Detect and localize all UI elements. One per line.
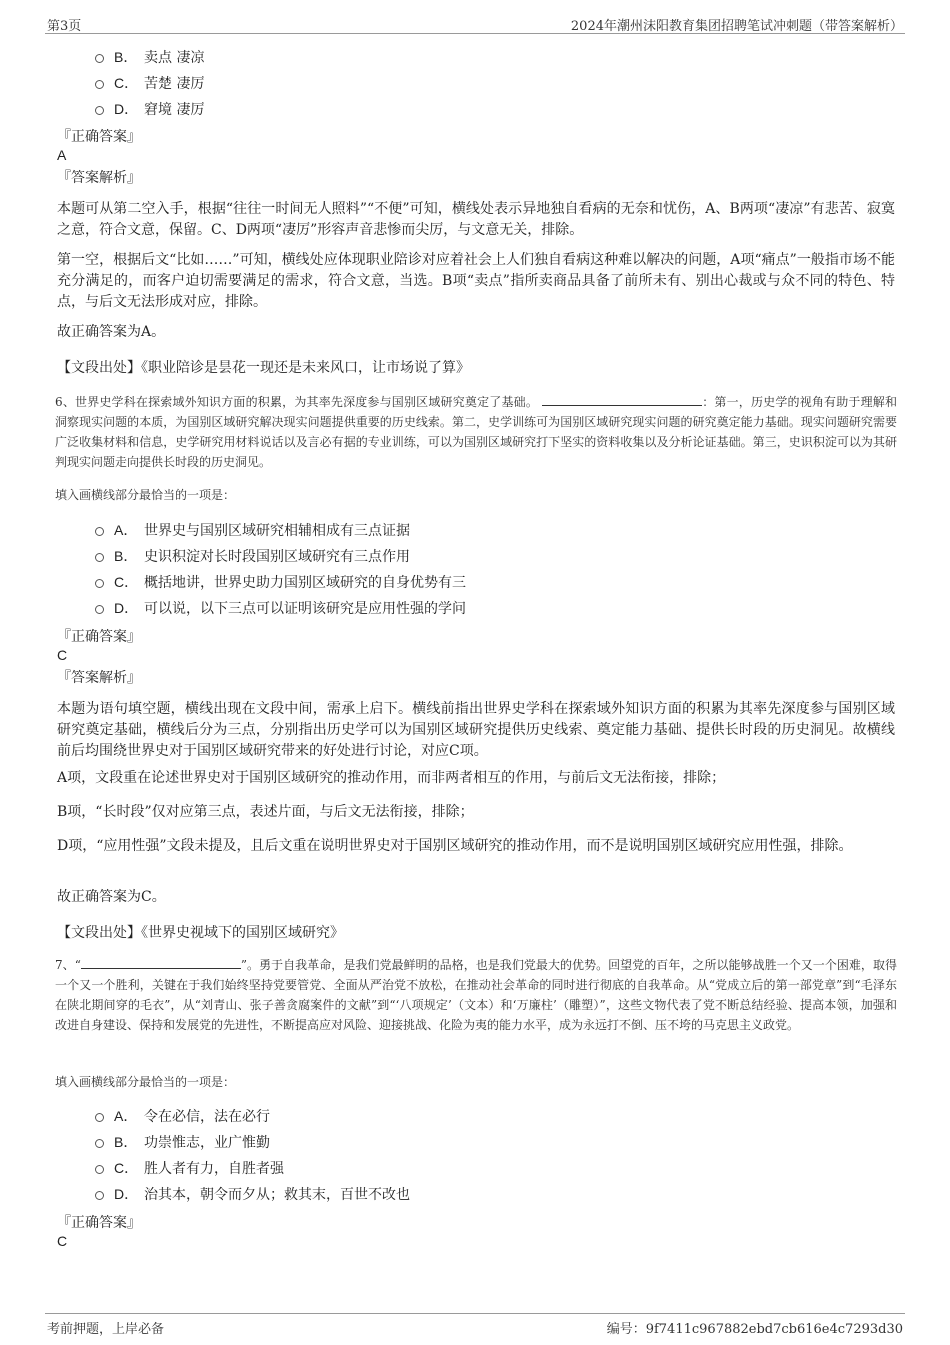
document-code: 编号：9f7411c967882ebd7cb616e4c7293d30 — [606, 1322, 903, 1337]
q6-option-c[interactable] — [95, 571, 466, 593]
q7-option-b[interactable] — [95, 1131, 270, 1153]
q6-prompt: 填入画横线部分最恰当的一项是： — [55, 488, 236, 502]
q6-option-b[interactable] — [95, 545, 410, 567]
option-text: 可以说，以下三点可以证明该研究是应用性强的学问 — [144, 601, 466, 617]
option-letter: B． — [114, 1134, 138, 1150]
radio-button-icon[interactable] — [95, 579, 104, 588]
option-text: 概括地讲，世界史助力国别区域研究的自身优势有三 — [144, 575, 466, 591]
q6-analysis-paragraph: B项，“长时段”仅对应第三点，表述片面，与后文无法衔接，排除； — [57, 804, 474, 820]
radio-button-icon[interactable] — [95, 1113, 104, 1122]
q5-answer-label: 『正确答案』 — [57, 129, 141, 145]
radio-button-icon[interactable] — [95, 1191, 104, 1200]
q6-option-d[interactable] — [95, 597, 466, 619]
page-number: 第3页 — [47, 19, 82, 34]
q6-stem-after: ：第一，历史学的视角有助于理解和洞察现实问题的本质，为国别区域研究解决现实问题提供重要的历史线索。第二，史学训练可为国别区域研究现实问题的研究奠定能力基础。现实问题研究需要广泛收集材料和信息，史学研究用材料说话以及言必有据的专业训练，可以为国别区域研究打下坚实的资料收集以及分析论证基础。第三，史识积淀可以为其研判现实问题走向提供长时段的历史洞见。 — [55, 395, 897, 469]
radio-button-icon[interactable] — [95, 527, 104, 536]
option-letter: C． — [114, 574, 139, 590]
q6-analysis-paragraph: A项，文段重在论述世界史对于国别区域研究的推动作用，而非两者相互的作用，与前后文无法衔接，排除； — [57, 770, 726, 786]
option-text: 功崇惟志，业广惟勤 — [144, 1135, 270, 1151]
q6-stem-before: 6、世界史学科在探索域外知识方面的积累，为其率先深度参与国别区域研究奠定了基础。 — [55, 395, 539, 409]
q6-option-a[interactable] — [95, 519, 410, 541]
radio-button-icon[interactable] — [95, 54, 104, 63]
q5-source: 【文段出处】《职业陪诊是昙花一现还是未来风口，让市场说了算》 — [57, 360, 470, 376]
option-text: 世界史与国别区域研究相辅相成有三点证据 — [144, 523, 410, 539]
q7-answer-label: 『正确答案』 — [57, 1215, 141, 1231]
radio-button-icon[interactable] — [95, 80, 104, 89]
page-header — [45, 13, 905, 34]
radio-button-icon[interactable] — [95, 605, 104, 614]
q7-prompt: 填入画横线部分最恰当的一项是： — [55, 1075, 236, 1089]
option-text: 卖点 凄凉 — [144, 50, 205, 66]
option-letter: D． — [114, 101, 139, 117]
q6-source: 【文段出处】《世界史视域下的国别区域研究》 — [57, 925, 344, 941]
q7-stem-before: 7、“ — [55, 958, 81, 972]
document-title: 2024年潮州沫阳教育集团招聘笔试冲刺题（带答案解析） — [570, 19, 903, 34]
q5-analysis-paragraph: 第一空，根据后文“比如……”可知，横线处应体现职业陪诊对应着社会上人们独自看病这种难以解决的问题，A项“痛点”一般指市场不能充分满足的，而客户迫切需要满足的需求，符合文意，当选。B项“卖点”指所卖商品具备了前所未有、别出心裁或与众不同的特色、特点，与后文无法形成对应，排除。 — [57, 252, 895, 310]
q6-analysis-paragraph: 本题为语句填空题，横线出现在文段中间，需承上启下。横线前指出世界史学科在探索域外知识方面的积累为其率先深度参与国别区域研究奠定基础，横线后分为三点，分别指出历史学可以为国别区域研究提供历史线索、奠定能力基础、提供长时段的历史洞见。故横线前后均围绕世界史对于国别区域研究带来的好处进行讨论，对应C项。 — [57, 701, 895, 759]
footer-slogan: 考前押题，上岸必备 — [47, 1322, 165, 1337]
q7-option-a[interactable] — [95, 1105, 270, 1127]
option-letter: C． — [114, 1160, 139, 1176]
q5-option-d[interactable] — [95, 98, 204, 120]
option-text: 令在必信，法在必行 — [144, 1109, 270, 1125]
q5-analysis-label: 『答案解析』 — [57, 170, 141, 186]
radio-button-icon[interactable] — [95, 106, 104, 115]
page-footer — [45, 1313, 905, 1336]
q7-option-d[interactable] — [95, 1183, 410, 1205]
option-letter: D． — [114, 1186, 139, 1202]
q7-answer: C — [57, 1233, 68, 1249]
q5-conclusion: 故正确答案为A。 — [57, 324, 166, 340]
fill-blank — [81, 956, 241, 969]
radio-button-icon[interactable] — [95, 1139, 104, 1148]
q5-option-c[interactable] — [95, 72, 204, 94]
q6-analysis-label: 『答案解析』 — [57, 670, 141, 686]
option-text: 窘境 凄厉 — [144, 102, 205, 118]
option-letter: B． — [114, 548, 138, 564]
q6-answer-label: 『正确答案』 — [57, 629, 141, 645]
q5-option-b[interactable] — [95, 46, 204, 68]
fill-blank — [542, 393, 702, 406]
option-text: 苦楚 凄厉 — [144, 76, 205, 92]
q6-conclusion: 故正确答案为C。 — [57, 889, 166, 905]
q6-answer: C — [57, 647, 68, 663]
q5-answer: A — [57, 147, 67, 163]
q7-stem — [55, 955, 897, 1035]
option-letter: B． — [114, 49, 138, 65]
q6-analysis-paragraph: D项，“应用性强”文段未提及，且后文重在说明世界史对于国别区域研究的推动作用，而不是说明国别区域研究应用性强，排除。 — [57, 838, 853, 854]
option-text: 史识积淀对长时段国别区域研究有三点作用 — [144, 549, 410, 565]
radio-button-icon[interactable] — [95, 1165, 104, 1174]
option-text: 治其本，朝令而夕从；救其末，百世不改也 — [144, 1187, 410, 1203]
option-text: 胜人者有力，自胜者强 — [144, 1161, 284, 1177]
option-letter: A． — [114, 522, 138, 538]
option-letter: A． — [114, 1108, 138, 1124]
radio-button-icon[interactable] — [95, 553, 104, 562]
option-letter: D． — [114, 600, 139, 616]
q6-stem — [55, 392, 897, 472]
option-letter: C． — [114, 75, 139, 91]
q5-analysis-paragraph: 本题可从第二空入手，根据“往往一时间无人照料”“不便”可知，横线处表示异地独自看病的无奈和忧伤，A、B两项“凄凉”有悲苦、寂寞之意，符合文意，保留。C、D两项“凄厉”形容声音悲惨而尖厉，与文意无关，排除。 — [57, 201, 895, 238]
q7-stem-after: ”。勇于自我革命，是我们党最鲜明的品格，也是我们党最大的优势。回望党的百年，之所以能够战胜一个又一个困难，取得一个又一个胜利，关键在于我们始终坚持党要管党、全面从严治党不放松，在推动社会革命的同时进行彻底的自我革命。从“党成立后的第一部党章”到“毛泽东在陕北期间穿的毛衣”，从“刘青山、张子善贪腐案件的文献”到“‘八项规定’（文本）和‘万廉柱’（雕塑）”，这些文物代表了党不断总结经验、提高本领，加强和改进自身建设、保持和发展党的先进性，不断提高应对风险、迎接挑战、化险为夷的能力水平，成为永远打不倒、压不垮的马克思主义政党。 — [55, 958, 898, 1032]
q7-option-c[interactable] — [95, 1157, 284, 1179]
